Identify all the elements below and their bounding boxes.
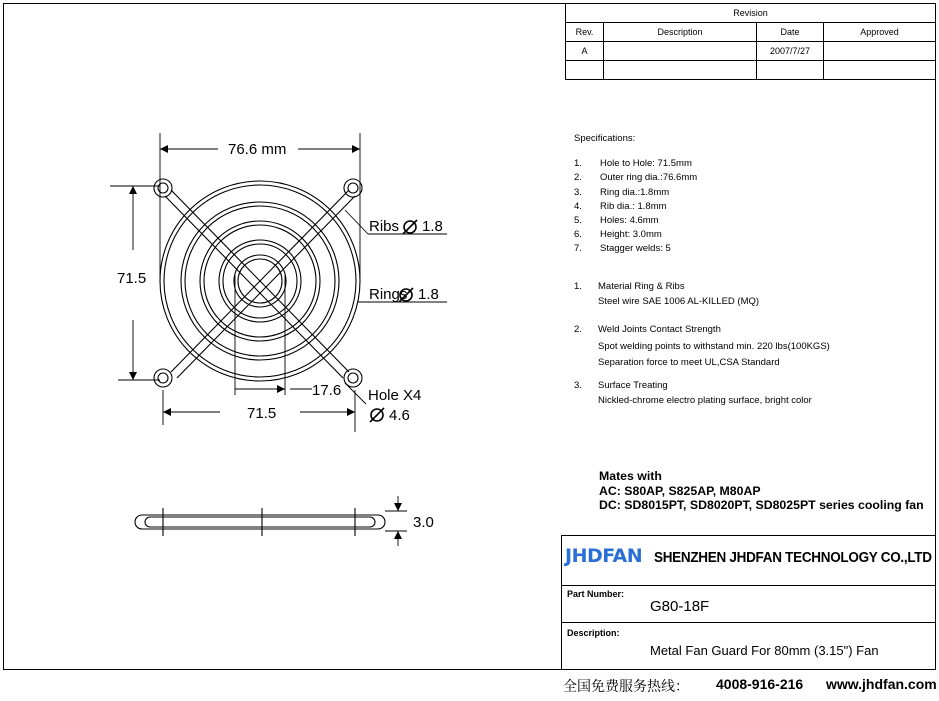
note-num: 2. [574,324,582,335]
company-name: SHENZHEN JHDFAN TECHNOLOGY CO.,LTD [654,550,932,566]
revision-header-rev: Rev. [566,23,604,42]
revision-title: Revision [566,4,936,23]
ribs-label: Ribs [369,218,400,235]
spec-text: Ring dia.:1.8mm [600,186,670,198]
spec-item [574,157,697,171]
hole-to-hole-horizontal-dimension: 71.5 [247,405,277,422]
hotline-phone: 4008-916-216 [716,676,804,692]
spec-text: Hole to Hole: 71.5mm [600,158,692,170]
spec-num: 1. [574,158,582,170]
note-num: 1. [574,281,582,292]
hole-to-hole-vertical-dimension: 71.5 [117,270,147,287]
spec-num: 5. [574,215,582,227]
spec-num: 7. [574,243,582,255]
note-line: Nickled-chrome electro plating surface, bright color [598,395,812,406]
note-line: Separation force to meet UL,CSA Standard [598,357,780,368]
spec-num: 4. [574,200,582,212]
title-block [561,535,936,670]
spec-num: 6. [574,229,582,241]
note-title: Surface Treating [598,380,668,391]
revision-header-date: Date [757,23,824,42]
revision-cell [824,61,936,80]
revision-row [566,42,936,61]
revision-header-approved: Approved [824,23,936,42]
spec-item [574,186,697,200]
revision-cell: A [566,42,604,61]
revision-cell [757,61,824,80]
hole-top-left [154,179,172,197]
revision-row [566,61,936,80]
revision-header-description: Description [604,23,757,42]
spec-num: 2. [574,172,582,184]
hole-bottom-left [154,369,172,387]
spec-item [574,214,697,228]
note-line: Spot welding points to withstand min. 220 lbs(100KGS) [598,340,830,352]
spec-text: Height: 3.0mm [600,229,662,241]
company-logo: JHDFAN [565,545,643,567]
company-row [562,536,936,586]
spec-text: Stagger welds: 5 [600,243,671,255]
spec-item [574,228,697,242]
revision-cell [604,42,757,61]
spec-item [574,171,697,185]
part-number-value: G80-18F [650,598,710,615]
fan-guard-drawing [0,0,560,560]
inner-ring-dimension: 17.6 [312,382,342,399]
note-line: Steel wire SAE 1006 AL-KILLED (MQ) [598,296,760,307]
note-surface [574,378,812,408]
revision-cell: 2007/7/27 [757,42,824,61]
ribs-value: 1.8 [422,218,443,235]
revision-cell [604,61,757,80]
description-label: Description: [567,628,620,638]
specifications-title: Specifications: [574,133,636,144]
note-num: 3. [574,380,582,391]
website-link[interactable]: www.jhdfan.com [826,676,937,692]
rings-value: 1.8 [418,286,439,303]
note-material [574,279,759,309]
hotline-label: 全国免费服务热线： [563,679,689,695]
height-dimension: 3.0 [413,514,434,531]
mates-dc: DC: SD8015PT, SD8020PT, SD8025PT series cooling fan [599,498,924,512]
hole-top-right [344,179,362,197]
revision-cell [824,42,936,61]
part-number-row [562,586,936,623]
spec-text: Outer ring dia.:76.6mm [600,172,698,184]
spec-item [574,200,697,214]
spec-text: Holes: 4.6mm [600,215,659,227]
mates-title: Mates with [599,469,662,483]
mates-ac: AC: S80AP, S825AP, M80AP [599,483,761,498]
spec-text: Rib dia.: 1.8mm [600,200,667,212]
revision-table [565,3,936,80]
hole-label: Hole X4 [368,387,422,404]
spec-item [574,242,697,256]
description-value: Metal Fan Guard For 80mm (3.15") Fan [650,643,879,658]
mates-with [599,469,924,513]
note-weld [574,322,830,372]
rings-label: Rings [369,286,408,303]
outer-ring-dimension: 76.6 mm [228,141,287,158]
description-row [562,623,936,671]
part-number-label: Part Number: [567,589,625,599]
note-title: Material Ring & Ribs [598,281,685,292]
hole-value: 4.6 [389,407,410,424]
note-title: Weld Joints Contact Strength [598,324,721,335]
revision-cell [566,61,604,80]
specifications [574,132,697,257]
side-view [135,508,385,536]
spec-num: 3. [574,186,582,198]
